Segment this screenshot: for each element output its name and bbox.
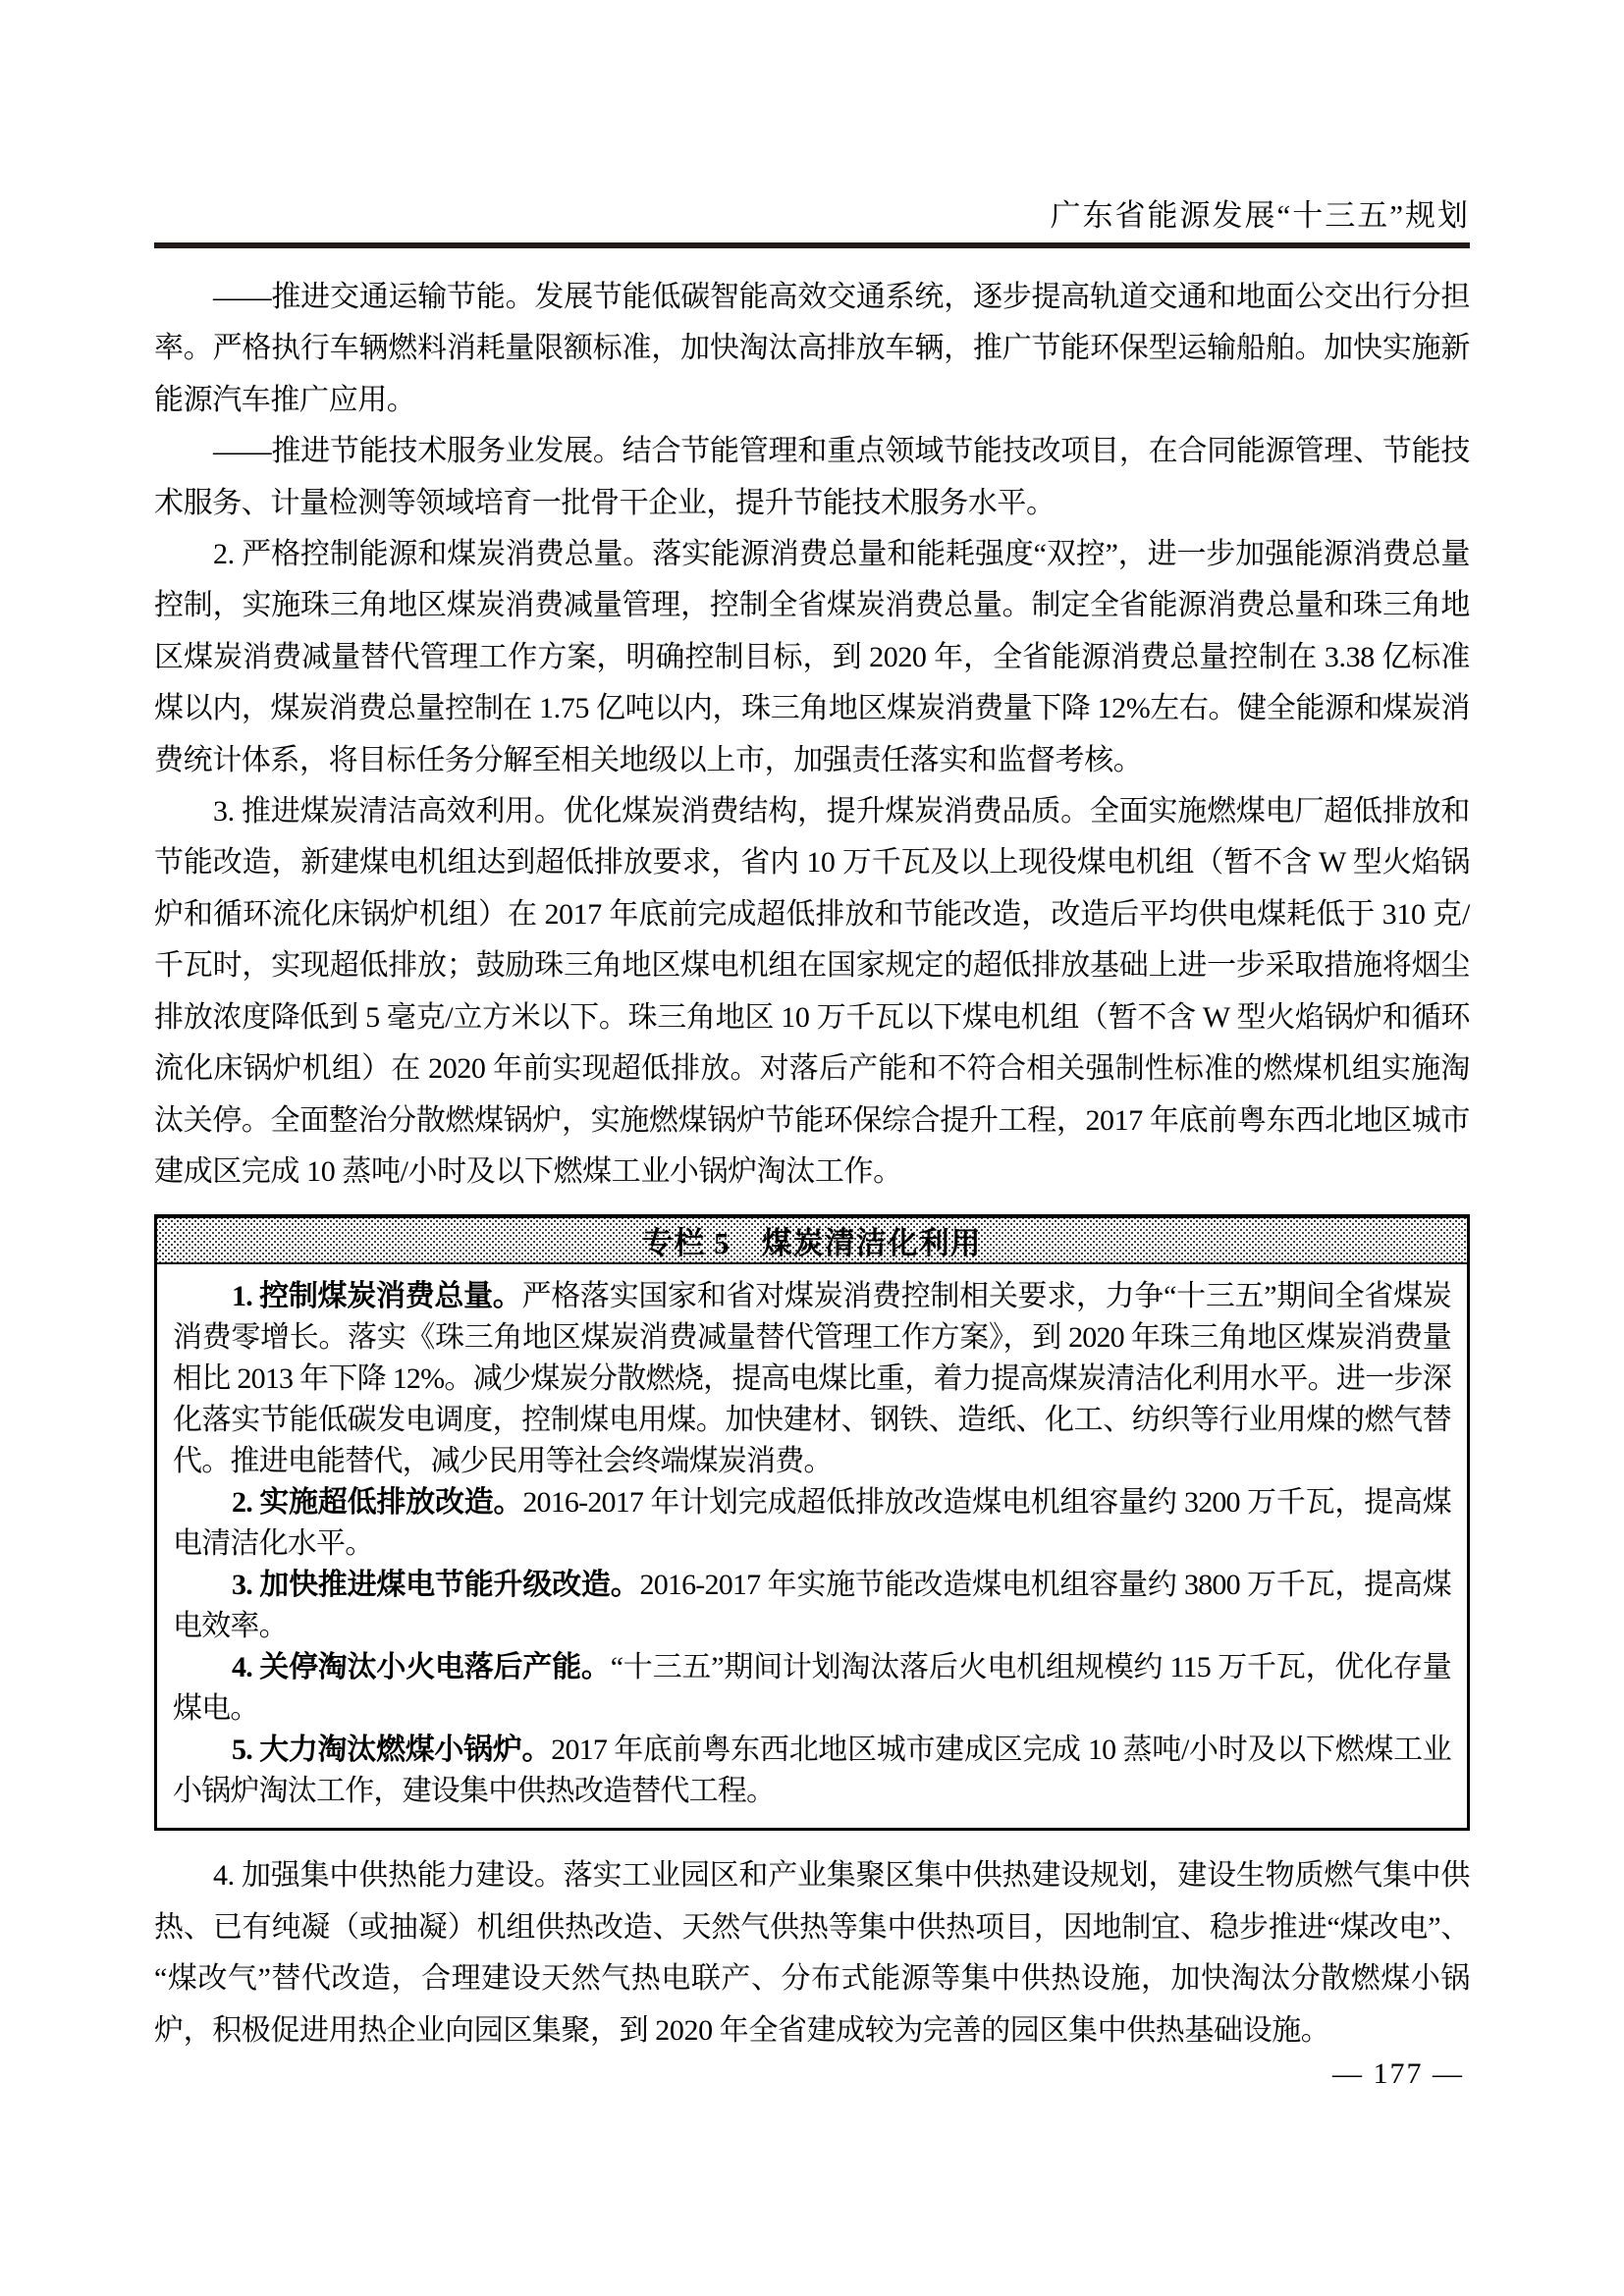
callout-item-1-lead: 1. 控制煤炭消费总量。	[232, 1280, 522, 1313]
callout-item-5	[173, 1730, 1451, 1812]
paragraph-clean-coal-utilization: 3. 推进煤炭清洁高效利用。优化煤炭消费结构，提升煤炭消费品质。全面实施燃煤电厂超低排放和节能改造，新建煤电机组达到超低排放要求，省内 10 万千瓦及以上现役煤电机组（暂不含 W 型火焰锅炉和循环流化床锅炉机组）在 2017 年底前完成超低排放和节能改造，改造后平均供电煤耗低于 310 克/千瓦时，实现超低排放；鼓励珠三角地区煤电机组在国家规定的超低排放基础上进一步采取措施将烟尘排放浓度降低到 5 毫克/立方米以下。珠三角地区 10 万千瓦以下煤电机组（暂不含 W 型火焰锅炉和循环流化床锅炉机组）在 2020 年前实现超低排放。对落后产能和不符合相关强制性标准的燃煤机组实施淘汰关停。全面整治分散燃煤锅炉，实施燃煤锅炉节能环保综合提升工程，2017 年底前粤东西北地区城市建成区完成 10 蒸吨/小时及以下燃煤工业小锅炉淘汰工作。	[154, 795, 1470, 1188]
header-rule	[154, 242, 1470, 248]
callout-box	[154, 1214, 1470, 1831]
callout-item-4	[173, 1647, 1451, 1730]
paragraph-energy-service-industry: ——推进节能技术服务业发展。结合节能管理和重点领域节能技改项目，在合同能源管理、节能技术服务、计量检测等领域培育一批骨干企业，提升节能技术服务水平。	[154, 435, 1470, 519]
page-number: — 177 —	[1332, 2057, 1464, 2090]
callout-item-5-lead: 5. 大力淘汰燃煤小锅炉。	[232, 1734, 552, 1767]
callout-item-3-text: 2016-2017 年实施节能改造煤电机组容量约 3800 万千瓦，提高煤电效率。	[173, 1569, 1452, 1643]
paragraph-control-total-consumption: 2. 严格控制能源和煤炭消费总量。落实能源消费总量和能耗强度“双控”，进一步加强能源消费总量控制，实施珠三角地区煤炭消费减量管理，控制全省煤炭消费总量。制定全省能源消费总量和珠三角地区煤炭消费减量替代管理工作方案，明确控制目标，到 2020 年，全省能源消费总量控制在 3.38 亿标准煤以内，煤炭消费总量控制在 1.75 亿吨以内，珠三角地区煤炭消费量下降 12%左右。健全能源和煤炭消费统计体系，将目标任务分解至相关地级以上市，加强责任落实和监督考核。	[154, 538, 1470, 776]
callout-item-4-lead: 4. 关停淘汰小火电落后产能。	[232, 1651, 611, 1684]
body-text	[154, 272, 1470, 2056]
callout-item-4-text: “十三五”期间计划淘汰落后火电机组规模约 115 万千瓦，优化存量煤电。	[173, 1651, 1451, 1726]
callout-item-3	[173, 1565, 1451, 1647]
callout-item-2	[173, 1482, 1451, 1565]
paragraph-central-heating: 4. 加强集中供热能力建设。落实工业园区和产业集聚区集中供热建设规划，建设生物质燃气集中供热、已有纯凝（或抽凝）机组供热改造、天然气供热等集中供热项目，因地制宜、稳步推进“煤改电”、“煤改气”替代改造，合理建设天然气热电联产、分布式能源等集中供热设施，加快淘汰分散燃煤小锅炉，积极促进用热企业向园区集聚，到 2020 年全省建成较为完善的园区集中供热基础设施。	[154, 1859, 1470, 2047]
callout-item-3-lead: 3. 加快推进煤电节能升级改造。	[232, 1569, 640, 1602]
callout-item-1	[173, 1276, 1451, 1482]
paragraph-transport-energy-saving: ——推进交通运输节能。发展节能低碳智能高效交通系统，逐步提高轨道交通和地面公交出行分担率。严格执行车辆燃料消耗量限额标准，加快淘汰高排放车辆，推广节能环保型运输船舶。加快实施新能源汽车推广应用。	[154, 281, 1470, 416]
callout-body	[157, 1264, 1467, 1828]
header-title: 广东省能源发展“十三五”规划	[1050, 198, 1470, 233]
callout-item-5-text: 2017 年底前粤东西北地区城市建成区完成 10 蒸吨/小时及以下燃煤工业小锅炉淘汰工作，建设集中供热改造替代工程。	[173, 1734, 1451, 1808]
closing-wrap	[154, 1850, 1470, 2056]
callout-item-1-text: 严格落实国家和省对煤炭消费控制相关要求，力争“十三五”期间全省煤炭消费零增长。落实《珠三角地区煤炭消费减量替代管理工作方案》，到 2020 年珠三角地区煤炭消费量相比 2013 年下降 12%。减少煤炭分散燃烧，提高电煤比重，着力提高煤炭清洁化利用水平。进一步深化落实节能低碳发电调度，控制煤电用煤。加快建材、钢铁、造纸、化工、纺织等行业用煤的燃气替代。推进电能替代，减少民用等社会终端煤炭消费。	[173, 1280, 1452, 1478]
callout-title-bar	[157, 1218, 1467, 1264]
callout-title: 专栏 5 煤炭清洁化利用	[642, 1226, 982, 1261]
callout-item-2-lead: 2. 实施超低排放改造。	[232, 1486, 523, 1520]
callout-item-2-text: 2016-2017 年计划完成超低排放改造煤电机组容量约 3200 万千瓦，提高煤电清洁化水平。	[173, 1486, 1451, 1561]
page-content	[154, 0, 1470, 2056]
